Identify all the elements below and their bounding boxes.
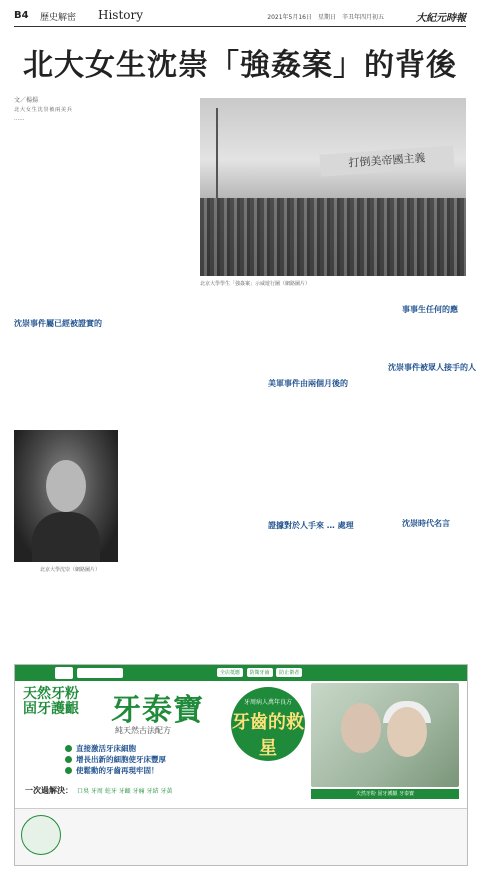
ad-slogan-line2: 固牙護齦 (23, 701, 79, 717)
person-1 (341, 703, 381, 753)
ad-bullet: 直接激活牙床細胞 (65, 743, 166, 754)
subhead-2: 美軍事件由兩個月後的 (268, 379, 348, 388)
ad-contact-box (65, 813, 185, 861)
ad-contact-box (381, 813, 461, 861)
ad-bullet: 增長出新的細胞使牙床豐厚 (65, 754, 166, 765)
subhead-5: 事事生任何的應 (402, 305, 458, 314)
ad-topbar (15, 665, 467, 681)
ad-solve-label: 一次過解決： (25, 786, 73, 795)
section-name-en: History (98, 8, 144, 22)
advertisement (14, 664, 468, 866)
article-column-6 (332, 290, 394, 560)
ad-tagline: 純天然古法配方 (115, 726, 171, 735)
ad-brand: 牙泰寶 (111, 693, 204, 728)
bullet-icon (65, 767, 72, 774)
ad-seal-top: 牙周病人萬年良方 (243, 699, 292, 706)
article-title: 北大女生沈崇「強姦案」的背後 (23, 48, 457, 83)
subhead-3: 證據對於人手來 … 處理 (268, 521, 354, 530)
ad-slogan (23, 687, 79, 717)
subhead-6: 沈崇時代名言 (402, 519, 450, 528)
ad-solve-line (25, 785, 172, 796)
article-column-2 (80, 106, 138, 556)
article-column-4 (204, 290, 262, 560)
ad-tab: 防衛牙齒 (247, 668, 273, 677)
ad-badge-icon (21, 815, 61, 855)
text-line: 北大女生沈崇被兩美兵 …… (14, 107, 72, 122)
ad-slogan-line1: 天然牙粉 (23, 686, 79, 702)
ad-tab: 全店抵應 (217, 668, 243, 677)
ad-contact-box (305, 813, 375, 861)
section-name: 歷史解密 (40, 13, 77, 23)
protest-banner: 打倒美帝國主義 (319, 145, 454, 176)
ad-logo-text (77, 668, 123, 678)
tree-silhouette (216, 108, 278, 198)
subhead-4: 沈崇事件被眾人接手的人 (388, 363, 476, 372)
photo-caption: 北京大學學生「強姦案」示威遊行圖（網路圖片） (200, 281, 311, 287)
portrait-caption: 北京大學沈崇（網路圖片） (40, 567, 101, 573)
article-column-1 (14, 106, 72, 316)
ad-logo (55, 667, 73, 679)
ad-photo-couple (311, 683, 459, 787)
crowd (200, 198, 466, 276)
ad-bullet: 使鬆動的牙齒再現牢固！ (65, 765, 166, 776)
protest-photo (200, 98, 466, 276)
ad-ribbon: 天然牙粉 固牙護齦 牙泰寶 (311, 789, 459, 799)
newspaper-logo: 大紀元時報 (416, 13, 466, 24)
article-column-3 (142, 106, 200, 556)
ad-tab: 防止衛者 (276, 668, 302, 677)
ad-tabs (217, 668, 304, 677)
subhead-1: 沈崇事件屬已經被證實的 (14, 319, 102, 328)
person-2 (387, 707, 427, 757)
byline: 文／楊揚 (14, 97, 39, 104)
page-number: B4 (14, 10, 29, 21)
ad-contact-box (189, 813, 299, 861)
ad-seal-big: 牙齒的救星 (232, 712, 304, 759)
bullet-icon (65, 745, 72, 752)
article-column-1b (14, 330, 72, 426)
ad-solve-items: 口臭 牙周 蛀牙 牙齦 牙痛 牙結 牙黃 (77, 788, 173, 795)
ad-bullets (65, 743, 166, 776)
ad-footer (15, 808, 467, 865)
ad-seal (231, 687, 305, 761)
bullet-icon (65, 756, 72, 763)
page-header (14, 8, 466, 27)
date-line: 2021年5月16日 星期日 辛丑年四月初五 (267, 14, 384, 21)
